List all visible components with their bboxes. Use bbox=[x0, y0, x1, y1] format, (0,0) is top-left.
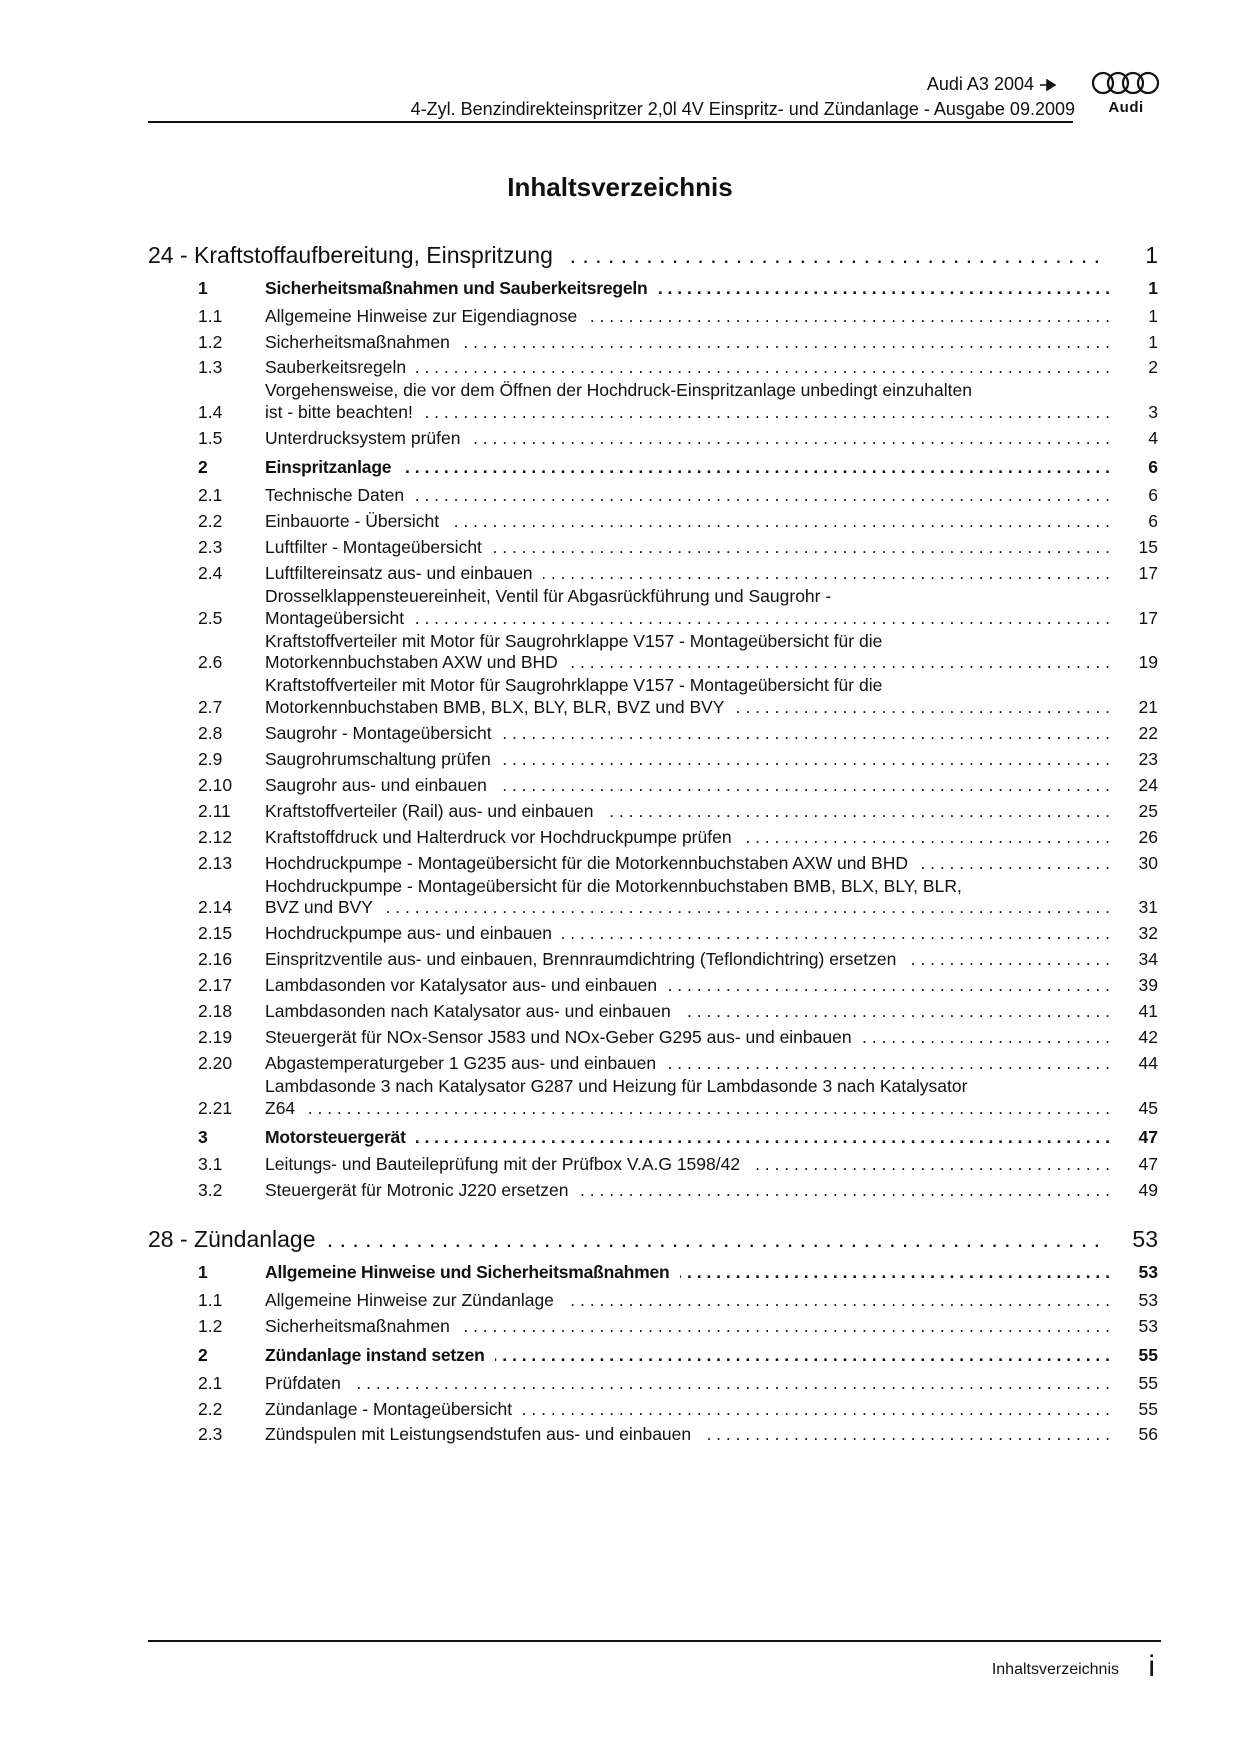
dot-leader bbox=[562, 921, 1110, 943]
toc-entry-title: Sicherheitsmaßnahmen bbox=[265, 331, 450, 352]
dot-leader bbox=[564, 1288, 1110, 1310]
toc-entry-title-cell bbox=[265, 1077, 1118, 1118]
dot-leader bbox=[492, 535, 1110, 557]
toc-entry-title-line: Drosselklappensteuereinheit, Ventil für Abgasrückführung und Saugrohr - bbox=[265, 585, 832, 606]
toc-entry-page: 39 bbox=[1138, 975, 1158, 995]
toc-chapter-page: 1 bbox=[1145, 241, 1158, 268]
toc-entry-title-multiline bbox=[265, 381, 1118, 422]
toc-entry-title-lastline bbox=[265, 400, 1118, 422]
toc-section-number: 2 bbox=[198, 1344, 208, 1365]
toc-section-title-cell bbox=[265, 456, 1118, 479]
toc-entry-number: 3.1 bbox=[198, 1154, 223, 1175]
toc-entry-number: 2.1 bbox=[198, 485, 223, 505]
toc-entry-title-line: Motorkennbuchstaben BMB, BLX, BLY, BLR, BVZ und BVY bbox=[265, 697, 725, 718]
toc-entry-number: 1.1 bbox=[198, 305, 223, 326]
toc-section-title-cell bbox=[265, 277, 1118, 300]
dot-leader bbox=[666, 1051, 1110, 1073]
toc-entry-title: Leitungs- und Bauteileprüfung mit der Prüfbox V.A.G 1598/42 bbox=[265, 1154, 741, 1175]
dot-leader bbox=[351, 1371, 1110, 1393]
toc-entry-title-line: BVZ und BVY bbox=[265, 897, 373, 918]
toc-entry-number: 1.2 bbox=[198, 1315, 223, 1336]
toc-entry-title-lastline bbox=[265, 896, 1118, 918]
toc-entry-title-cell bbox=[265, 1051, 1118, 1073]
toc-entry-row[interactable] bbox=[148, 1153, 1158, 1175]
toc-entry-page: 55 bbox=[1138, 1398, 1158, 1419]
toc-entry-page: 34 bbox=[1138, 949, 1158, 970]
toc-entry-title-cell bbox=[265, 747, 1118, 769]
dot-leader bbox=[750, 1153, 1110, 1175]
toc-entry-title-cell bbox=[265, 877, 1118, 918]
toc-entry-title-cell bbox=[265, 1423, 1118, 1445]
dot-leader bbox=[460, 330, 1110, 352]
toc-entry-title-cell bbox=[265, 1178, 1118, 1200]
toc-entry-row[interactable] bbox=[148, 1051, 1158, 1073]
toc-entry-title-cell bbox=[265, 1025, 1118, 1047]
footer-rule bbox=[148, 1640, 1161, 1642]
dot-leader bbox=[326, 1224, 1100, 1253]
toc-entry-number: 1.2 bbox=[198, 331, 223, 352]
toc-entry-title: Allgemeine Hinweise zur Eigendiagnose bbox=[265, 305, 578, 326]
toc-entry-title-cell bbox=[265, 1314, 1118, 1336]
toc-section-row[interactable] bbox=[148, 456, 1158, 479]
toc-entry-row[interactable] bbox=[148, 535, 1158, 557]
toc-section-row[interactable] bbox=[148, 1261, 1158, 1284]
toc-entry-page: 30 bbox=[1138, 852, 1158, 873]
toc-entry-number: 2.2 bbox=[198, 1398, 223, 1419]
toc-entry-page: 45 bbox=[1138, 1097, 1158, 1118]
toc-entry-page: 2 bbox=[1148, 357, 1158, 378]
audi-logo-text: Audi bbox=[1108, 99, 1144, 116]
toc-entry-row[interactable] bbox=[148, 426, 1158, 448]
toc-entry-number: 2.21 bbox=[198, 1097, 233, 1118]
toc-entry-title-cell bbox=[265, 1371, 1118, 1393]
toc-entry-row[interactable] bbox=[148, 1077, 1158, 1118]
dot-leader bbox=[414, 606, 1110, 628]
dot-leader bbox=[734, 695, 1110, 717]
toc-entry-title: Hochdruckpumpe - Montageübersicht für die Motorkennbuchstaben AXW und BHD bbox=[265, 852, 908, 873]
toc-entry-title-line: Motorkennbuchstaben AXW und BHD bbox=[265, 652, 558, 673]
toc-section-page: 47 bbox=[1138, 1126, 1158, 1147]
toc-entry-title: Saugrohr - Montageübersicht bbox=[265, 723, 492, 744]
toc-section-title: Allgemeine Hinweise und Sicherheitsmaßnahmen bbox=[265, 1262, 670, 1282]
toc-entry-title-cell bbox=[265, 356, 1118, 378]
toc-entry-page: 47 bbox=[1138, 1154, 1158, 1175]
toc-entry-title-cell bbox=[265, 721, 1118, 743]
toc-entry-title-lastline bbox=[265, 1096, 1118, 1118]
toc-entry-number: 2.6 bbox=[198, 652, 223, 673]
toc-entry-number: 2.15 bbox=[198, 923, 233, 944]
toc-entry-page: 15 bbox=[1138, 536, 1158, 557]
toc-section-number: 3 bbox=[198, 1126, 208, 1147]
toc-entry-title-lastline bbox=[265, 606, 1118, 628]
toc-entry-title: Hochdruckpumpe aus- und einbauen bbox=[265, 923, 552, 944]
toc-entry-title: Lambdasonden nach Katalysator aus- und einbauen bbox=[265, 1000, 671, 1021]
toc-entry-number: 2.18 bbox=[198, 1000, 233, 1021]
toc-entry-number: 2.17 bbox=[198, 975, 233, 995]
header-model-text: Audi A3 2004 bbox=[926, 74, 1034, 94]
toc-entry-title-multiline bbox=[265, 587, 1118, 628]
toc-entry-title: Luftfiltereinsatz aus- und einbauen bbox=[265, 562, 533, 583]
dot-leader bbox=[383, 896, 1110, 918]
dot-leader bbox=[416, 356, 1110, 378]
toc-entry-number: 2.4 bbox=[198, 562, 223, 583]
toc-entry-title-cell bbox=[265, 773, 1118, 795]
toc-entry-title-cell bbox=[265, 509, 1118, 531]
arrow-right-icon bbox=[1040, 79, 1056, 91]
toc-entry-title: Unterdrucksystem prüfen bbox=[265, 428, 461, 449]
toc-entry-title: Sicherheitsmaßnahmen bbox=[265, 1315, 450, 1336]
toc-entry-number: 1.5 bbox=[198, 428, 223, 449]
toc-entry-title-cell bbox=[265, 304, 1118, 326]
dot-leader bbox=[563, 240, 1100, 269]
toc-entry-page: 56 bbox=[1138, 1424, 1158, 1445]
toc-entry-number: 2.14 bbox=[198, 897, 233, 918]
toc-section-title-cell bbox=[265, 1126, 1118, 1149]
toc-entry-page: 41 bbox=[1138, 1000, 1158, 1021]
dot-leader bbox=[906, 947, 1110, 969]
toc-entry-row[interactable] bbox=[148, 851, 1158, 873]
toc-section-row[interactable] bbox=[148, 1344, 1158, 1367]
toc-entry-title-cell bbox=[265, 921, 1118, 943]
toc-entry-number: 1.1 bbox=[198, 1289, 223, 1310]
toc-entry-title: Lambdasonden vor Katalysator aus- und einbauen bbox=[265, 975, 658, 995]
toc-entry-page: 31 bbox=[1138, 897, 1158, 918]
toc-entry-title: Einspritzventile aus- und einbauen, Brennraumdichtring (Teflondichtring) ersetzen bbox=[265, 949, 897, 970]
toc-entry-page: 21 bbox=[1138, 697, 1158, 718]
toc-entry-row[interactable] bbox=[148, 632, 1158, 673]
toc-entry-row[interactable] bbox=[148, 825, 1158, 847]
toc-entry-title-line: Montageübersicht bbox=[265, 607, 405, 628]
toc-entry-number: 2.3 bbox=[198, 536, 223, 557]
toc-entry-number: 2.1 bbox=[198, 1372, 223, 1393]
toc-entry-title-line: Z64 bbox=[265, 1097, 296, 1118]
toc-entry-page: 26 bbox=[1138, 826, 1158, 847]
toc-entry-row[interactable] bbox=[148, 676, 1158, 717]
toc-entry-title-line: Vorgehensweise, die vor dem Öffnen der Hochdruck-Einspritzanlage unbedingt einzuhalten bbox=[265, 380, 972, 401]
toc-entry-title-cell bbox=[265, 1288, 1118, 1310]
toc-entry-title-cell bbox=[265, 426, 1118, 448]
toc-chapter-title: 28 - Zündanlage bbox=[148, 1226, 316, 1252]
toc-entry-number: 3.2 bbox=[198, 1180, 223, 1201]
dot-leader bbox=[681, 999, 1110, 1021]
toc-chapter-row[interactable] bbox=[148, 1224, 1158, 1253]
dot-leader bbox=[568, 651, 1110, 673]
toc-entry-title-line: Hochdruckpumpe - Montageübersicht für die Motorkennbuchstaben BMB, BLX, BLY, BLR, bbox=[265, 875, 962, 896]
dot-leader bbox=[497, 773, 1110, 795]
toc-entry-title-multiline bbox=[265, 632, 1118, 673]
toc-entry-title-cell bbox=[265, 799, 1118, 821]
toc-entry-title-cell bbox=[265, 632, 1118, 673]
toc-section-page: 53 bbox=[1138, 1262, 1158, 1282]
toc-entry-number: 2.9 bbox=[198, 749, 223, 769]
dot-leader bbox=[522, 1397, 1110, 1419]
dot-leader bbox=[401, 457, 1110, 479]
toc-entry-title: Sauberkeitsregeln bbox=[265, 357, 407, 378]
header-model bbox=[927, 74, 1056, 95]
toc-section-title: Einspritzanlage bbox=[265, 457, 392, 478]
toc-chapter-title: 24 - Kraftstoffaufbereitung, Einspritzung bbox=[148, 241, 553, 268]
toc-entry-title-lastline bbox=[265, 651, 1118, 673]
dot-leader bbox=[918, 851, 1110, 873]
toc-entry-number: 2.12 bbox=[198, 826, 233, 847]
toc-section-page: 55 bbox=[1138, 1344, 1158, 1365]
toc-entry-title-line: Lambdasonde 3 nach Katalysator G287 und Heizung für Lambdasonde 3 nach Katalysator bbox=[265, 1075, 968, 1096]
toc-entry-page: 25 bbox=[1138, 800, 1158, 821]
toc-section-page: 6 bbox=[1148, 457, 1158, 478]
toc-section-title-cell bbox=[265, 1344, 1118, 1367]
footer-page-number: i bbox=[1148, 1650, 1155, 1683]
toc-entry-page: 53 bbox=[1138, 1315, 1158, 1336]
toc-entry-title: Steuergerät für Motronic J220 ersetzen bbox=[265, 1180, 569, 1201]
table-of-contents bbox=[148, 240, 1158, 1444]
toc-entry-page: 17 bbox=[1138, 562, 1158, 583]
toc-chapter-title-cell bbox=[148, 240, 1108, 269]
toc-entry-title-cell bbox=[265, 973, 1118, 995]
toc-entry-number: 1.3 bbox=[198, 357, 223, 378]
toc-entry-title: Zündspulen mit Leistungsendstufen aus- und einbauen bbox=[265, 1424, 692, 1445]
toc-entry-title-cell bbox=[265, 825, 1118, 847]
dot-leader bbox=[414, 483, 1110, 505]
toc-entry-number: 2.3 bbox=[198, 1424, 223, 1445]
dot-leader bbox=[667, 973, 1110, 995]
toc-entry-row[interactable] bbox=[148, 1314, 1158, 1336]
dot-leader bbox=[460, 1314, 1110, 1336]
toc-entry-number: 2.16 bbox=[198, 949, 233, 970]
toc-section-number: 2 bbox=[198, 457, 208, 478]
dot-leader bbox=[471, 426, 1111, 448]
toc-entry-page: 22 bbox=[1138, 723, 1158, 744]
toc-entry-row[interactable] bbox=[148, 1423, 1158, 1445]
toc-entry-row[interactable] bbox=[148, 999, 1158, 1021]
toc-entry-row[interactable] bbox=[148, 947, 1158, 969]
toc-entry-row[interactable] bbox=[148, 356, 1158, 378]
dot-leader bbox=[501, 747, 1110, 769]
page-title: Inhaltsverzeichnis bbox=[507, 172, 733, 202]
toc-entry-title-cell bbox=[265, 676, 1118, 717]
toc-entry-title-cell bbox=[265, 851, 1118, 873]
toc-entry-number: 2.7 bbox=[198, 697, 223, 718]
toc-chapter-title-cell bbox=[148, 1224, 1108, 1253]
dot-leader bbox=[862, 1025, 1110, 1047]
toc-entry-row[interactable] bbox=[148, 799, 1158, 821]
toc-entry-title: Abgastemperaturgeber 1 G235 aus- und einbauen bbox=[265, 1052, 657, 1073]
dot-leader bbox=[495, 1345, 1110, 1367]
toc-entry-number: 2.8 bbox=[198, 723, 223, 744]
toc-entry-title: Saugrohr aus- und einbauen bbox=[265, 774, 487, 795]
toc-entry-title-lastline bbox=[265, 695, 1118, 717]
toc-entry-row[interactable] bbox=[148, 587, 1158, 628]
toc-section-title-cell bbox=[265, 1261, 1118, 1284]
toc-entry-page: 4 bbox=[1148, 428, 1158, 449]
toc-entry-title-cell bbox=[265, 999, 1118, 1021]
toc-entry-title-line: ist - bitte beachten! bbox=[265, 402, 413, 423]
toc-entry-row[interactable] bbox=[148, 1288, 1158, 1310]
toc-entry-page: 24 bbox=[1138, 774, 1158, 795]
dot-leader bbox=[579, 1178, 1111, 1200]
toc-entry-page: 19 bbox=[1138, 652, 1158, 673]
dot-leader bbox=[449, 509, 1110, 531]
toc-entry-title-cell bbox=[265, 483, 1118, 505]
toc-entry-title-cell bbox=[265, 587, 1118, 628]
toc-entry-row[interactable] bbox=[148, 509, 1158, 531]
toc-entry-title: Allgemeine Hinweise zur Zündanlage bbox=[265, 1289, 554, 1310]
toc-entry-row[interactable] bbox=[148, 921, 1158, 943]
toc-entry-title: Luftfilter - Montageübersicht bbox=[265, 536, 482, 557]
toc-entry-title-multiline bbox=[265, 877, 1118, 918]
toc-entry-page: 1 bbox=[1148, 331, 1158, 352]
toc-entry-page: 55 bbox=[1138, 1372, 1158, 1393]
header-subtitle: 4-Zyl. Benzindirekteinspritzer 2,0l 4V Einspritz- und Zündanlage - Ausgabe 09.2009 bbox=[410, 99, 1075, 119]
toc-entry-title-cell bbox=[265, 1153, 1118, 1175]
toc-entry-number: 2.20 bbox=[198, 1052, 233, 1073]
dot-leader bbox=[742, 825, 1110, 847]
footer-label: Inhaltsverzeichnis bbox=[991, 1661, 1119, 1678]
toc-entry-row[interactable] bbox=[148, 483, 1158, 505]
toc-entry-title: Einbauorte - Übersicht bbox=[265, 510, 440, 531]
toc-entry-page: 6 bbox=[1148, 510, 1158, 531]
toc-entry-number: 1.4 bbox=[198, 402, 223, 423]
dot-leader bbox=[603, 799, 1110, 821]
dot-leader bbox=[587, 304, 1110, 326]
toc-section-title: Sicherheitsmaßnahmen und Sauberkeitsregeln bbox=[265, 277, 648, 298]
dot-leader bbox=[701, 1423, 1110, 1445]
toc-entry-title-cell bbox=[265, 330, 1118, 352]
toc-entry-title: Technische Daten bbox=[265, 485, 405, 505]
toc-entry-title-cell bbox=[265, 947, 1118, 969]
toc-entry-number: 2.10 bbox=[198, 774, 233, 795]
toc-entry-page: 42 bbox=[1138, 1026, 1158, 1047]
toc-entry-row[interactable] bbox=[148, 721, 1158, 743]
dot-leader bbox=[543, 561, 1110, 583]
toc-section-page: 1 bbox=[1148, 277, 1158, 298]
toc-entry-number: 2.2 bbox=[198, 510, 223, 531]
toc-chapter-page: 53 bbox=[1132, 1226, 1158, 1252]
toc-entry-title: Kraftstoffdruck und Halterdruck vor Hochdruckpumpe prüfen bbox=[265, 826, 732, 847]
toc-entry-page: 23 bbox=[1138, 749, 1158, 769]
toc-entry-row[interactable] bbox=[148, 1178, 1158, 1200]
dot-leader bbox=[658, 278, 1110, 300]
toc-chapter-row[interactable] bbox=[148, 240, 1158, 269]
toc-entry-row[interactable] bbox=[148, 1025, 1158, 1047]
toc-section-row[interactable] bbox=[148, 277, 1158, 300]
toc-entry-page: 44 bbox=[1138, 1052, 1158, 1073]
toc-entry-title: Zündanlage - Montageübersicht bbox=[265, 1398, 513, 1419]
header-rule bbox=[148, 121, 1073, 123]
toc-entry-title: Prüfdaten bbox=[265, 1372, 341, 1393]
toc-entry-page: 49 bbox=[1138, 1180, 1158, 1201]
toc-section-number: 1 bbox=[198, 277, 208, 298]
toc-entry-row[interactable] bbox=[148, 304, 1158, 326]
toc-entry-page: 6 bbox=[1148, 485, 1158, 505]
toc-section-title: Zündanlage instand setzen bbox=[265, 1344, 485, 1365]
toc-entry-row[interactable] bbox=[148, 561, 1158, 583]
toc-entry-number: 2.13 bbox=[198, 852, 233, 873]
toc-entry-page: 32 bbox=[1138, 923, 1158, 944]
toc-entry-page: 17 bbox=[1138, 607, 1158, 628]
dot-leader bbox=[423, 400, 1110, 422]
toc-entry-title: Kraftstoffverteiler (Rail) aus- und einbauen bbox=[265, 800, 594, 821]
toc-entry-row[interactable] bbox=[148, 973, 1158, 995]
toc-entry-page: 3 bbox=[1148, 402, 1158, 423]
dot-leader bbox=[305, 1096, 1110, 1118]
toc-entry-row[interactable] bbox=[148, 1371, 1158, 1393]
toc-entry-title-cell bbox=[265, 535, 1118, 557]
dot-leader bbox=[416, 1127, 1110, 1149]
toc-entry-row[interactable] bbox=[148, 381, 1158, 422]
toc-entry-title-cell bbox=[265, 561, 1118, 583]
toc-entry-title: Steuergerät für NOx-Sensor J583 und NOx-Geber G295 aus- und einbauen bbox=[265, 1026, 852, 1047]
dot-leader bbox=[502, 721, 1110, 743]
toc-section-row[interactable] bbox=[148, 1126, 1158, 1149]
toc-entry-row[interactable] bbox=[148, 877, 1158, 918]
toc-entry-title-cell bbox=[265, 381, 1118, 422]
toc-entry-row[interactable] bbox=[148, 330, 1158, 352]
toc-entry-row[interactable] bbox=[148, 1397, 1158, 1419]
toc-section-title: Motorsteuergerät bbox=[265, 1126, 406, 1147]
toc-section-number: 1 bbox=[198, 1262, 208, 1282]
audi-rings-icon bbox=[1091, 70, 1161, 96]
toc-entry-number: 2.11 bbox=[198, 800, 231, 821]
toc-entry-title-line: Kraftstoffverteiler mit Motor für Saugrohrklappe V157 - Montageübersicht für die bbox=[265, 630, 883, 651]
toc-entry-title-multiline bbox=[265, 676, 1118, 717]
dot-leader bbox=[680, 1262, 1110, 1284]
toc-entry-number: 2.5 bbox=[198, 607, 223, 628]
toc-entry-number: 2.19 bbox=[198, 1026, 233, 1047]
toc-entry-title: Saugrohrumschaltung prüfen bbox=[265, 749, 491, 769]
toc-entry-page: 53 bbox=[1138, 1289, 1158, 1310]
toc-entry-title-multiline bbox=[265, 1077, 1118, 1118]
toc-entry-row[interactable] bbox=[148, 773, 1158, 795]
toc-entry-title-cell bbox=[265, 1397, 1118, 1419]
toc-entry-title-line: Kraftstoffverteiler mit Motor für Saugrohrklappe V157 - Montageübersicht für die bbox=[265, 675, 883, 696]
audi-logo bbox=[1091, 70, 1161, 116]
toc-entry-page: 1 bbox=[1148, 305, 1158, 326]
page-header bbox=[148, 70, 1161, 126]
toc-entry-row[interactable] bbox=[148, 747, 1158, 769]
